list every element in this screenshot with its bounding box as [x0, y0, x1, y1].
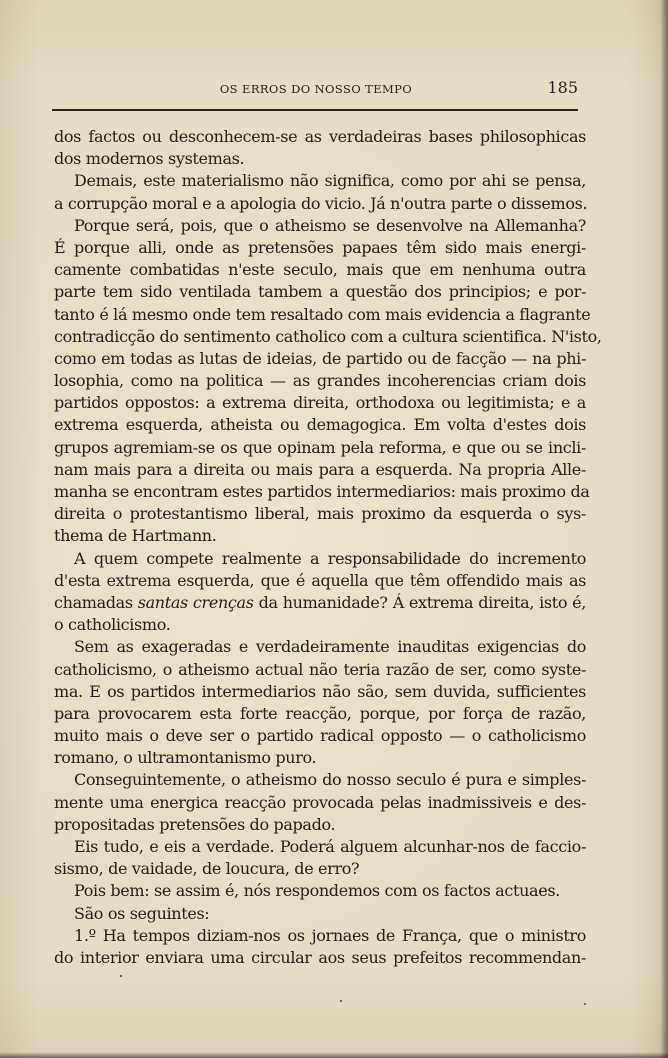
running-head [52, 78, 580, 100]
text-line: para provocarem esta forte reacção, porque, por força de razão, [54, 703, 586, 723]
text-line: dos modernos systemas. [54, 149, 245, 169]
text-line: losophia, como na politica — as grandes incoherencias criam dois [54, 371, 586, 391]
text-line: como em todas as lutas de ideias, de partido ou de facção — na phi- [54, 348, 586, 368]
page-bottom-shadow [0, 1052, 668, 1058]
text-line: dos factos ou desconhecem-se as verdadeiras bases philosophicas [54, 127, 586, 146]
text-line: Pois bem: se assim é, nós respondemos com os factos actuaes. [74, 881, 560, 901]
text-line: contradicção do sentimento catholico com a cultura scientifica. N'isto, [54, 326, 602, 346]
text-line: romano, o ultramontanismo puro. [54, 748, 317, 768]
body-text [54, 126, 602, 969]
text-line: thema de Hartmann. [54, 526, 217, 546]
text-line: Demais, este materialismo não significa, como por ahi se pensa, [74, 171, 586, 191]
text-line: extrema esquerda, atheista ou demagogica. Em volta d'estes dois [54, 415, 586, 435]
text-line: partidos oppostos: a extrema direita, orthodoxa ou legitimista; e a [54, 393, 586, 413]
text-line: a corrupção moral e a apologia do vicio. Já n'outra parte o dissemos. [54, 193, 588, 213]
text-line: São os seguintes: [74, 903, 210, 923]
text-line: A quem compete realmente a responsabilidade do incremento [74, 548, 586, 568]
header-rule [52, 109, 578, 111]
page-number: 185 [547, 78, 578, 97]
text-line: direita o protestantismo liberal, mais proximo da esquerda o sys- [54, 504, 586, 524]
text-line: Sem as exageradas e verdadeiramente inauditas exigencias do [74, 637, 586, 657]
text-line: tanto é lá mesmo onde tem resaltado com mais evidencia a flagrante [54, 304, 591, 324]
text-line: d'esta extrema esquerda, que é aquella que têm offendido mais as [54, 570, 586, 590]
text-line: 1.º Ha tempos diziam-nos os jornaes de França, que o ministro [74, 925, 586, 945]
text-line: É porque alli, onde as pretensões papaes têm sido mais energi- [54, 237, 586, 257]
text-line: muito mais o deve ser o partido radical opposto — o catholicismo [54, 726, 586, 746]
text-line: mente uma energica reacção provocada pelas inadmissiveis e des- [54, 792, 586, 812]
text-line: catholicismo, o atheismo actual não teria razão de ser, como syste- [54, 659, 586, 679]
text-segment: da humanidade? Á extrema direita, isto é, [253, 592, 586, 612]
text-line: nam mais para a direita ou mais para a esquerda. Na propria Alle- [54, 459, 586, 479]
text-line: Conseguintemente, o atheismo do nosso seculo é pura e simples- [74, 770, 586, 790]
text-line: grupos agremiam-se os que opinam pela reforma, e que ou se incli- [54, 437, 586, 457]
text-line: Porque será, pois, que o atheismo se desenvolve na Allemanha? [74, 215, 586, 235]
running-title: OS ERROS DO NOSSO TEMPO [219, 82, 413, 96]
text-line: propositadas pretensões do papado. [54, 814, 336, 834]
text-line: camente combatidas n'este seculo, mais que em nenhuma outra [54, 260, 586, 280]
text-line: manha se encontram estes partidos intermediarios: mais proximo da [54, 482, 590, 501]
text-line: sismo, de vaidade, de loucura, de erro? [54, 859, 360, 879]
text-line: Eis tudo, e eis a verdade. Poderá alguem alcunhar-nos de faccio- [74, 837, 586, 856]
text-line: do interior enviara uma circular aos seus prefeitos recommendan- [54, 947, 586, 967]
text-line: ma. E os partidos intermediarios não são, sem duvida, sufficientes [54, 681, 586, 701]
text-segment: chamadas [54, 592, 138, 612]
text-line-mixed [54, 592, 586, 614]
text-line: parte tem sido ventilada tambem a questão dos principios; e por- [54, 282, 586, 302]
italic-phrase: santas crenças [137, 592, 254, 612]
page-edge-shadow [660, 0, 668, 1058]
text-line: o catholicismo. [54, 615, 171, 635]
